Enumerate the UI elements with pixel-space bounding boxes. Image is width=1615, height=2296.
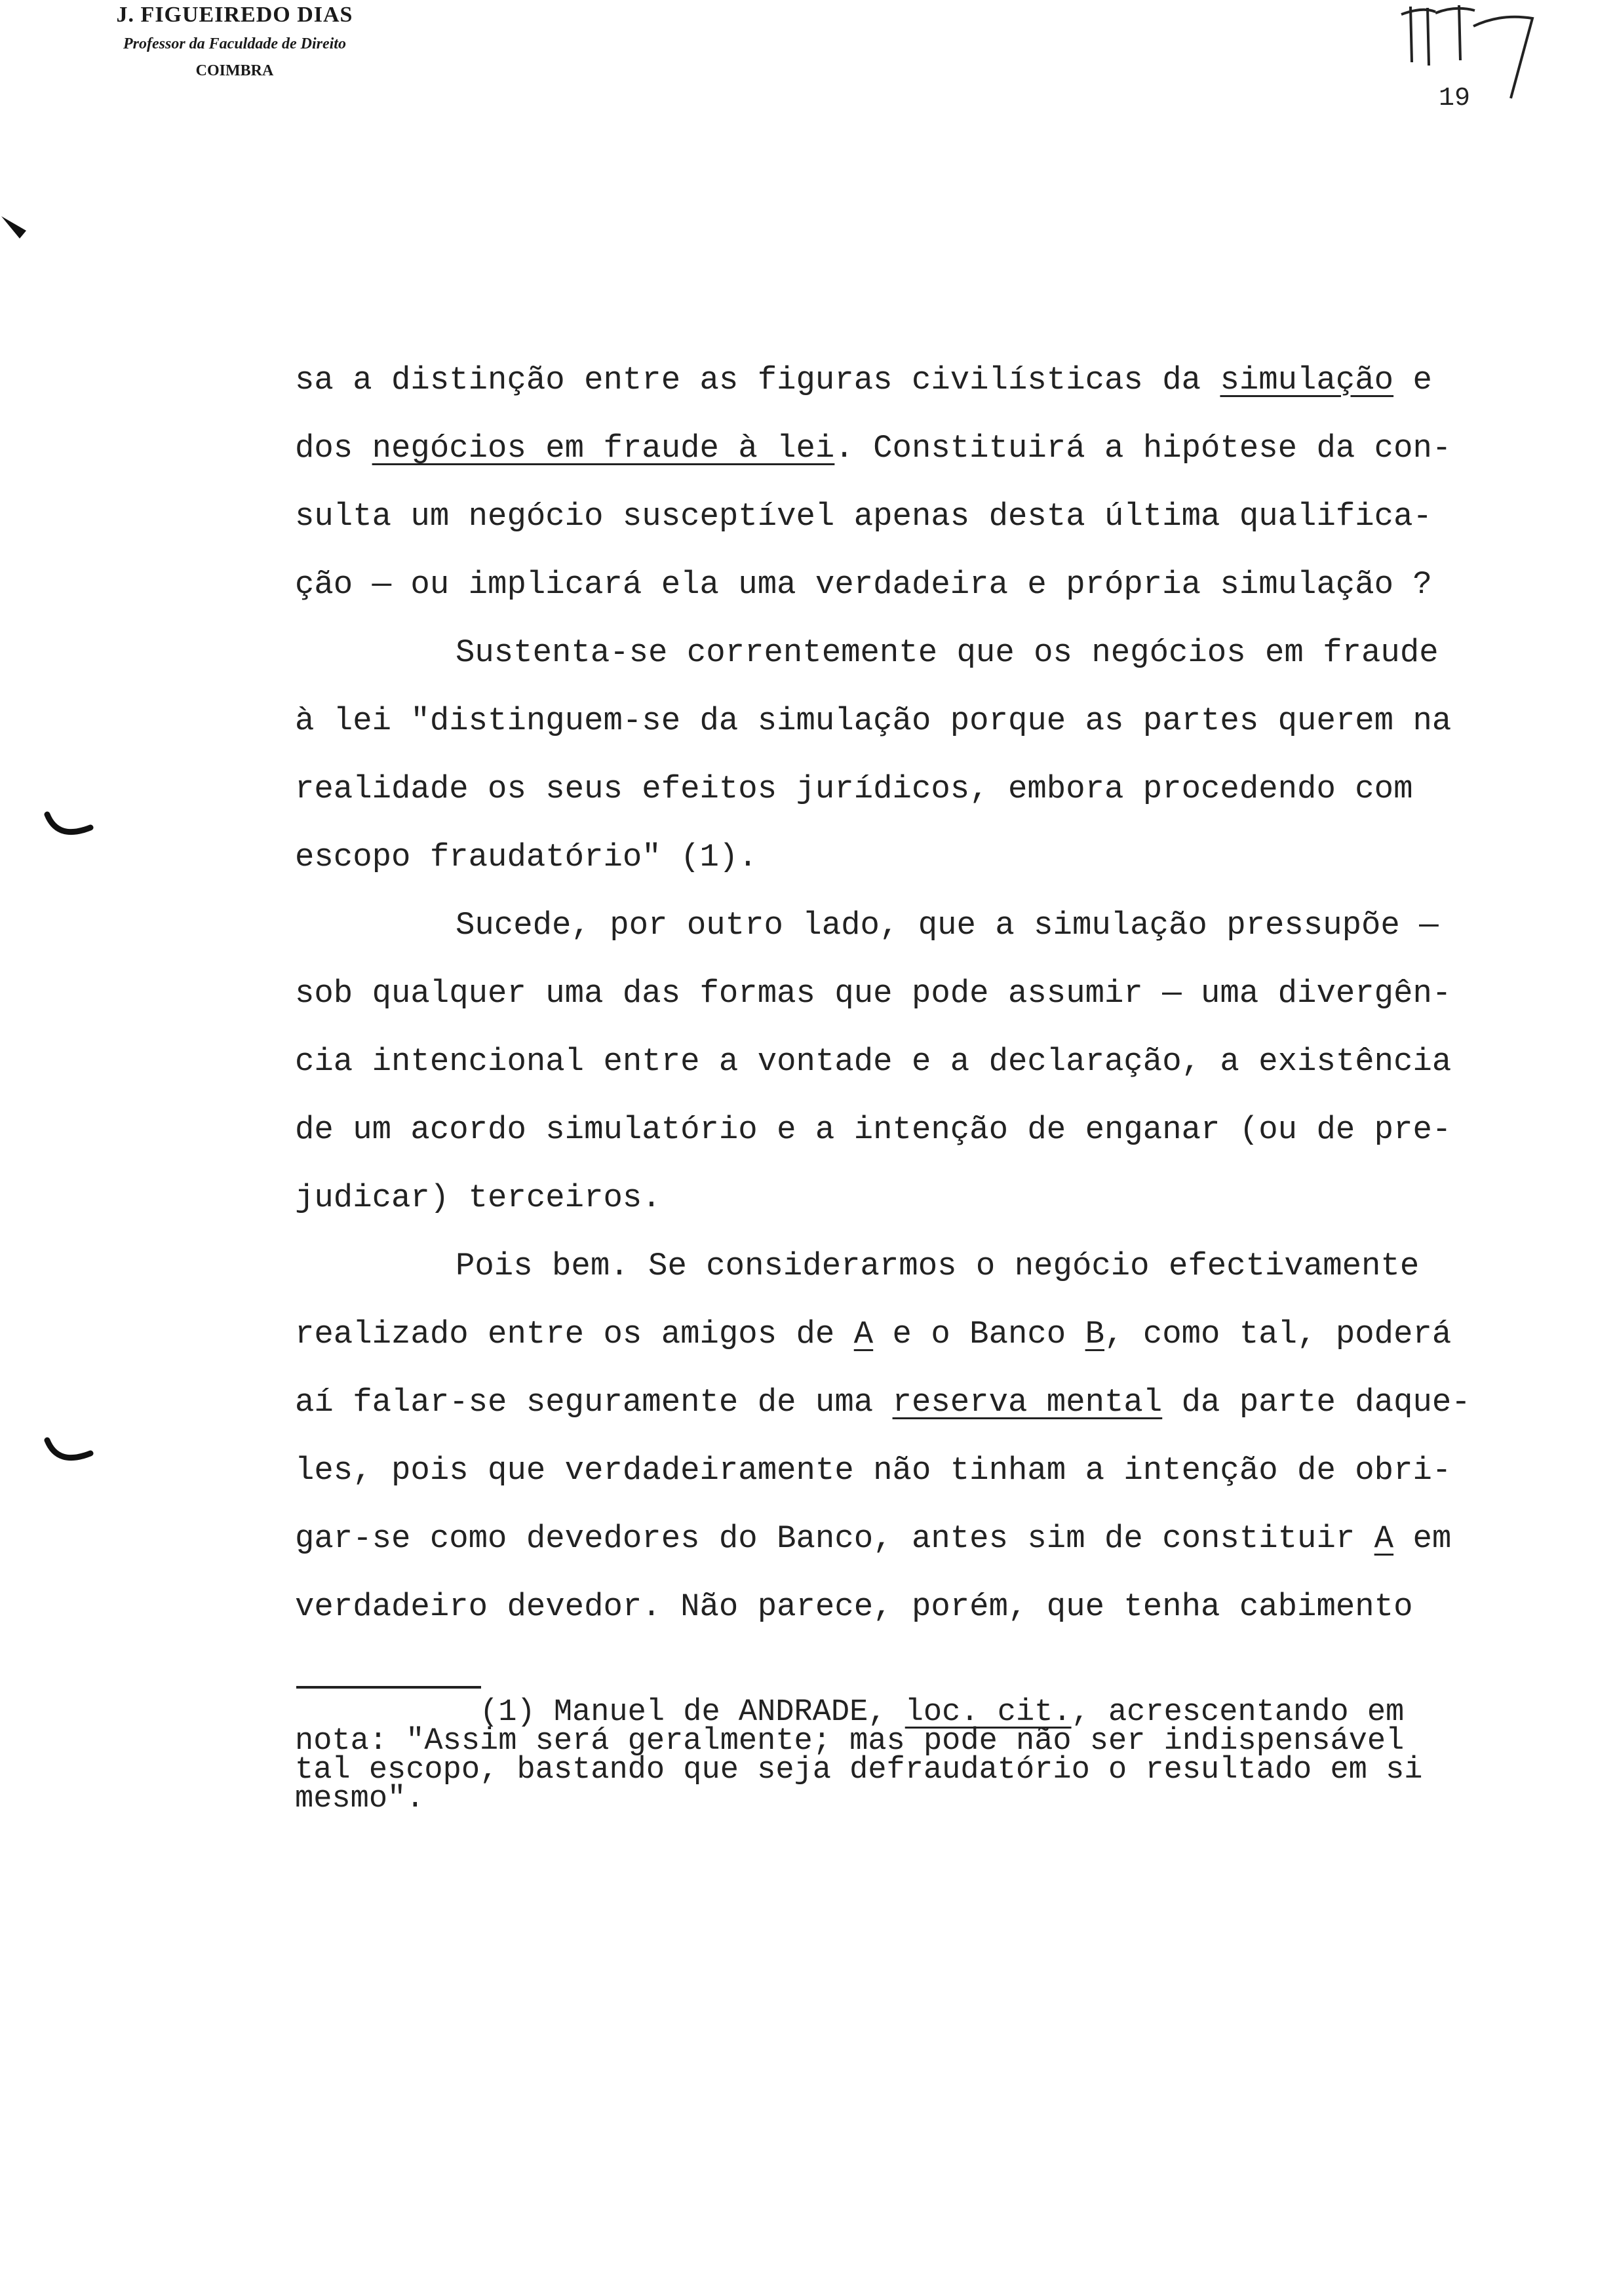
underlined-term: A <box>1374 1520 1394 1557</box>
underlined-term: A <box>853 1316 874 1352</box>
body-text <box>295 346 1534 1641</box>
footnote-line: (1) Manuel de ANDRADE, loc. cit., acrescentando em <box>480 1695 1405 1730</box>
page-number: 19 <box>1439 84 1471 113</box>
text-line: aí falar-se seguramente de uma reserva mental da parte daque- <box>295 1384 1471 1421</box>
binder-hole-mark <box>39 809 98 849</box>
footnote <box>295 1695 1540 1816</box>
footnote-rule <box>296 1686 481 1689</box>
text-line: judicar) terceiros. <box>295 1179 661 1216</box>
handwritten-annotation <box>1396 0 1553 105</box>
paragraph-1 <box>295 346 1534 619</box>
binder-hole-mark <box>39 1435 98 1474</box>
text-line: à lei "distinguem-se da simulação porque as partes querem na <box>295 702 1452 739</box>
text-line: sob qualquer uma das formas que pode assumir — uma divergên- <box>295 975 1452 1012</box>
text-line: ção — ou implicará ela uma verdadeira e própria simulação ? <box>295 566 1432 603</box>
margin-mark <box>0 210 39 249</box>
footnote-line: mesmo". <box>295 1782 425 1816</box>
paragraph-4 <box>295 1232 1534 1641</box>
footnote-line: tal escopo, bastando que seja defraudatório o resultado em si <box>295 1753 1423 1788</box>
letterhead <box>51 0 418 80</box>
text-line: sa a distinção entre as figuras civilísticas da simulação e <box>295 362 1432 398</box>
text-line: sulta um negócio susceptível apenas desta última qualifica- <box>295 498 1432 535</box>
text-line: realizado entre os amigos de A e o Banco B, como tal, poderá <box>295 1316 1452 1352</box>
underlined-term: negócios em fraude à lei <box>372 430 835 467</box>
underlined-term: simulação <box>1220 362 1394 398</box>
paragraph-2 <box>295 619 1534 891</box>
text-line: Sucede, por outro lado, que a simulação pressupõe — <box>456 907 1439 944</box>
text-line: realidade os seus efeitos jurídicos, embora procedendo com <box>295 771 1413 807</box>
underlined-term: reserva mental <box>892 1384 1163 1421</box>
paragraph-3 <box>295 891 1534 1232</box>
text-line: dos negócios em fraude à lei. Constituirá a hipótese da con- <box>295 430 1452 467</box>
author-city: COIMBRA <box>195 62 274 79</box>
text-line: les, pois que verdadeiramente não tinham a intenção de obri- <box>295 1452 1452 1489</box>
text-line: gar-se como devedores do Banco, antes sim de constituir A em <box>295 1520 1452 1557</box>
author-name: J. FIGUEIREDO DIAS <box>116 3 353 27</box>
text-line: cia intencional entre a vontade e a declaração, a existência <box>295 1043 1452 1080</box>
text-line: escopo fraudatório" (1). <box>295 839 758 875</box>
footnote-line: nota: "Assim será geralmente; mas pode não ser indispensável <box>295 1724 1405 1759</box>
underlined-term: loc. cit. <box>905 1695 1072 1730</box>
text-line: de um acordo simulatório e a intenção de enganar (ou de pre- <box>295 1111 1452 1148</box>
author-role: Professor da Faculdade de Direito <box>123 35 346 52</box>
underlined-term: B <box>1085 1316 1105 1352</box>
text-line: Sustenta-se correntemente que os negócios em fraude <box>456 634 1439 671</box>
text-line: Pois bem. Se considerarmos o negócio efectivamente <box>456 1248 1420 1284</box>
text-line: verdadeiro devedor. Não parece, porém, que tenha cabimento <box>295 1588 1413 1625</box>
